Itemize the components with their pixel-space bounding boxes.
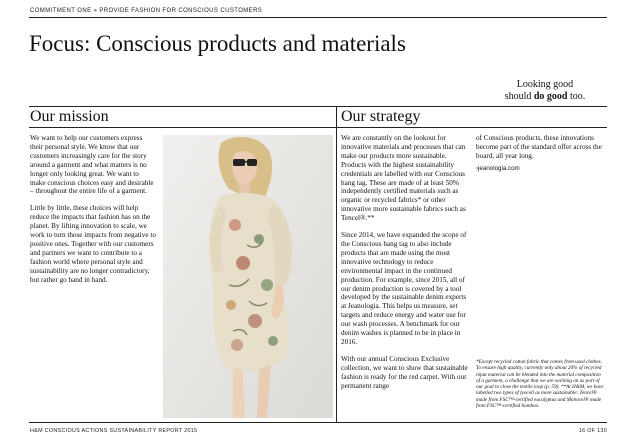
strategy-heading: Our strategy xyxy=(341,108,421,125)
footer-report-title: H&M CONSCIOUS ACTIONS SUSTAINABILITY REPORT 2015 xyxy=(30,428,198,434)
strategy-paragraph-1: We are constantly on the lookout for innovative materials and processes that can make our products more sustainable. Products with the highest sustainability credentials are labelled with our Conscious hang tag. These are made of at least 50% independently certified materials such as organic or recycled fabrics* or other innovative more sustainable fabrics such as Tencel®.** xyxy=(341,134,466,223)
tagline-line-2 xyxy=(485,91,605,103)
model-photo-illustration xyxy=(163,135,333,418)
model-photo xyxy=(163,135,333,418)
tagline-post: too. xyxy=(567,91,586,102)
tagline xyxy=(485,79,605,103)
mission-paragraph-2: Little by little, these choices will help reduce the impacts that fashion has on the planet. By lifting innovation to scale, we work to turn those impacts from negative to positive ones. Together with our customers and partners we want to contribute to a fashion world where personal style and sustainability are no longer contradictory, but rather go hand in hand. xyxy=(30,204,156,284)
strategy-paragraph-4: of Conscious products, these innovations become part of the standard offer across the board, all year long. xyxy=(476,134,602,160)
section-rule-bottom xyxy=(29,127,607,128)
tagline-line-1: Looking good xyxy=(516,79,574,90)
mission-paragraph-1: We want to help our customers express their personal style. We know that our customers increasingly care for the story around a garment and what matters is no longer only looking great. We want to make conscious choices easy and desirable – throughout the entire life of a garment. xyxy=(30,134,154,196)
tagline-emphasis: do good xyxy=(533,91,568,102)
footer-rule xyxy=(29,422,607,423)
mission-text xyxy=(30,134,156,293)
section-rule-top xyxy=(29,106,607,107)
mission-heading: Our mission xyxy=(30,108,109,125)
strategy-paragraph-3: With our annual Conscious Exclusive collection, we want to show that sustainable fashion is ready for the red carpet. With our permanent range xyxy=(341,354,468,390)
column-divider xyxy=(336,106,337,422)
strategy-paragraph-2: Since 2014, we have expanded the scope of the Conscious hang tag to also include products that are made using the most innovative technology to reduce environmental impact in the continued production. For example, since 2015, all of our denim production is covered by a tool developed by the sustainable denim experts at Jeanologia. This helps us measure, set targets and reduce energy and water use for our wash processes. A benchmark for our denim washes is planned to be in place in 2016. xyxy=(341,231,467,346)
strategy-text-column-1 xyxy=(341,134,471,398)
strategy-footnote: *Except recycled cotton fabric that comes from used clothes. To ensure high quality, currently only about 20% of recycled input material can be blended into the material composition of a garment, a challenge that we are working on as part of our goal to close the textile loop (p. 59). **At H&M, we have labelled two types of lyocell as more sustainable: Tencel® made from FSC™-certified eucalyptus and Monocel® made from FSC™-certified bamboo. xyxy=(476,359,604,410)
strategy-text-column-2 xyxy=(476,134,606,174)
top-rule xyxy=(29,17,607,18)
page-number: 16 OF 130 xyxy=(578,428,607,434)
page-title: Focus: Conscious products and materials xyxy=(29,31,406,56)
jeanologia-link[interactable]: ›jeanologia.com xyxy=(476,164,520,172)
tagline-pre: should xyxy=(504,91,534,102)
report-section-header: COMMITMENT ONE » PROVIDE FASHION FOR CONSCIOUS CUSTOMERS xyxy=(30,8,263,14)
